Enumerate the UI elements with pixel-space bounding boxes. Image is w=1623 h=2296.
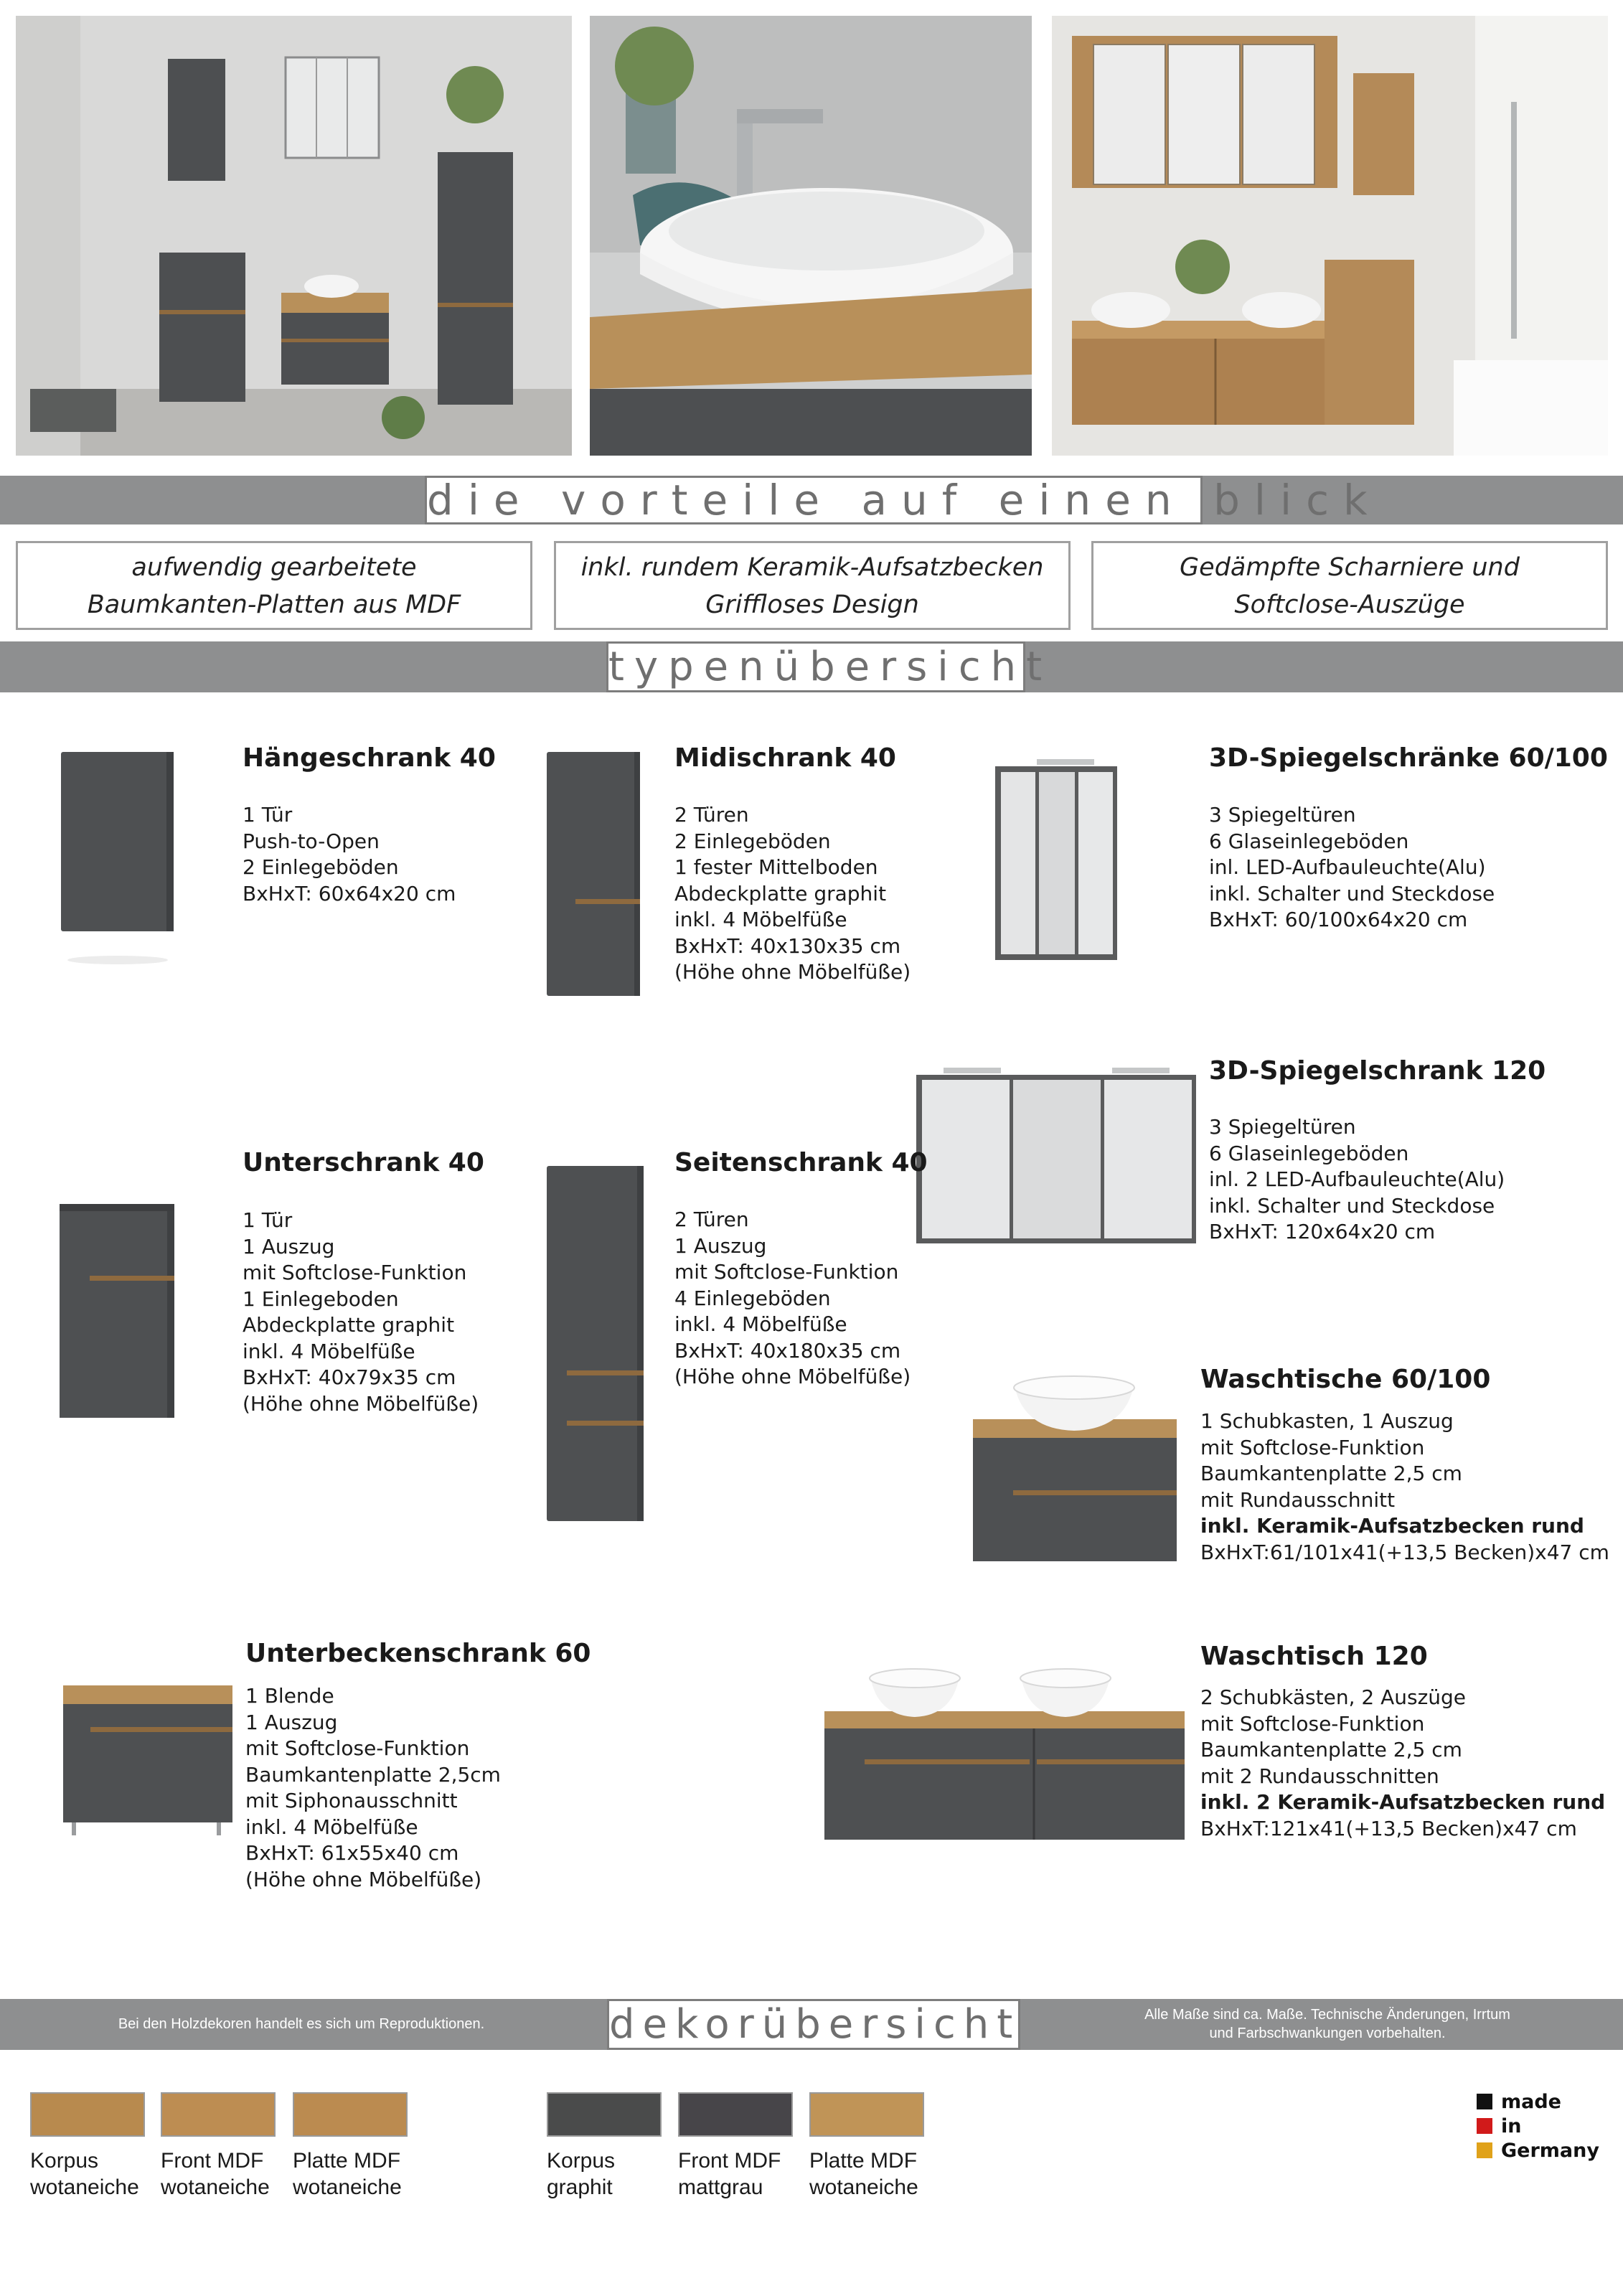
unterbeckenschrank-title: Unterbeckenschrank 60 [245,1639,591,1668]
badge-line: Germany [1501,2139,1599,2162]
waschtisch-120-specs [1200,1685,1605,1842]
spec-line: inkl. 4 Möbelfüße [243,1339,415,1363]
spec-line: inkl. Schalter und Steckdose [1209,1193,1495,1218]
spec-line: mit 2 Rundausschnitten [1200,1764,1439,1788]
spec-line: 1 Auszug [243,1234,335,1258]
spec-line: mit Softclose-Funktion [245,1736,470,1760]
spec-line: BxHxT:121x41(+13,5 Becken)x47 cm [1200,1816,1577,1840]
spec-line: Push-to-Open [243,829,380,853]
haengeschrank-title: Hängeschrank 40 [243,743,496,773]
spec-line: 1 Einlegeboden [243,1286,399,1311]
unterbeckenschrank-specs [245,1683,501,1893]
decor-label [547,2147,615,2201]
waschtisch-60-image [970,1378,1178,1564]
decor-label [161,2147,270,2201]
unterschrank-image [57,1204,176,1423]
spec-line: Abdeckplatte graphit [243,1313,455,1337]
spec-line: 3 Spiegeltüren [1209,1115,1356,1139]
advantage-line: inkl. rundem Keramik-Aufsatzbecken [580,553,1044,582]
decor-name: wotaneiche [30,2175,139,2199]
decor-label [293,2147,402,2201]
spec-line: 2 Türen [674,1208,749,1231]
advantage-box-ceramic [554,541,1071,630]
spec-line-bold: inkl. Keramik-Aufsatzbecken rund [1200,1514,1584,1538]
spec-line: 1 Tür [243,1208,293,1232]
decor-label [678,2147,781,2201]
decor-part: Korpus [30,2149,99,2173]
seitenschrank-specs [674,1207,911,1391]
decor-name: mattgrau [678,2175,763,2199]
flag-red-square-icon [1477,2118,1492,2134]
spiegelschrank-60-title: 3D-Spiegelschränke 60/100 [1209,743,1608,773]
spec-line: mit Softclose-Funktion [243,1261,467,1284]
decor-part: Korpus [547,2149,616,2173]
spiegelschrank-120-specs [1209,1114,1505,1246]
spec-line: inl. LED-Aufbauleuchte(Alu) [1209,855,1486,879]
spec-line: Abdeckplatte graphit [674,881,887,905]
section-title-advantages: die vorteile auf einen blick [425,476,1203,524]
spec-line: Baumkantenplatte 2,5cm [245,1762,501,1787]
section-title-decors: dekorübersicht [607,1999,1020,2050]
spec-line: Baumkantenplatte 2,5 cm [1200,1738,1462,1761]
flag-black-square-icon [1477,2094,1492,2109]
waschtisch-60-title: Waschtische 60/100 [1200,1365,1491,1394]
section-title-overview: typenübersicht [606,641,1025,692]
unterschrank-specs [243,1208,479,1417]
spiegelschrank-60-specs [1209,802,1495,933]
spec-line: inl. 2 LED-Aufbauleuchte(Alu) [1209,1167,1505,1191]
spec-line: (Höhe ohne Möbelfüße) [674,1365,911,1388]
spec-line: 3 Spiegeltüren [1209,803,1356,827]
disclaimer-line: und Farbschwankungen vorbehalten. [1209,2026,1446,2041]
spec-line: BxHxT: 40x79x35 cm [243,1365,456,1389]
spec-line: inkl. 4 Möbelfüße [674,1312,847,1336]
swatch-platte-wotaneiche [293,2092,408,2137]
reproduction-note: Bei den Holzdekoren handelt es sich um Reproduktionen. [118,2016,485,2032]
waschtisch-120-image [822,1668,1187,1844]
swatch-platte-wotaneiche-2 [809,2092,924,2137]
spec-line: (Höhe ohne Möbelfüße) [243,1391,479,1416]
washbasin-closeup-photo [590,16,1032,456]
waschtisch-120-title: Waschtisch 120 [1200,1642,1428,1671]
spec-line: BxHxT: 120x64x20 cm [1209,1220,1436,1243]
spec-line: 1 Auszug [245,1710,338,1734]
advantage-box-mdf [16,541,532,630]
spec-line: BxHxT: 60/100x64x20 cm [1209,908,1468,931]
spec-line: 1 Tür [243,803,293,827]
advantage-line: Softclose-Auszüge [1234,591,1465,619]
spec-line: (Höhe ohne Möbelfüße) [674,960,911,984]
spec-line: 2 Schubkästen, 2 Auszüge [1200,1685,1467,1709]
spec-line: mit Rundausschnitt [1200,1487,1396,1512]
spiegelschrank-120-image [915,1068,1198,1247]
decor-label [30,2147,139,2201]
decor-name: wotaneiche [161,2175,270,2199]
advantage-box-softclose [1091,541,1608,630]
advantage-line: Baumkanten-Platten aus MDF [87,591,461,619]
seitenschrank-image [545,1166,646,1525]
spec-line-bold: inkl. 2 Keramik-Aufsatzbecken rund [1200,1790,1606,1814]
spec-line: 1 Schubkasten, 1 Auszug [1200,1409,1454,1433]
spec-line: mit Softclose-Funktion [1200,1711,1425,1736]
haengeschrank-image [59,752,177,967]
decor-part: Front MDF [678,2149,781,2173]
badge-line: in [1501,2114,1522,2137]
unterbeckenschrank-image [62,1683,234,1840]
spec-line: inkl. Schalter und Steckdose [1209,881,1495,905]
spec-line: BxHxT: 60x64x20 cm [243,881,456,905]
disclaimer-note [1055,2005,1600,2043]
spec-line: 6 Glaseinlegeböden [1209,829,1409,853]
badge-line: made [1501,2090,1561,2113]
spec-line: 2 Einlegeböden [243,855,399,879]
swatch-front-wotaneiche [161,2092,276,2137]
unterschrank-title: Unterschrank 40 [243,1148,484,1177]
midischrank-image [545,752,642,999]
bathroom-photo-graphite-set [16,16,572,456]
spec-line: mit Siphonausschnitt [245,1789,458,1812]
spec-line: 1 fester Mittelboden [674,855,878,879]
spec-line: 4 Einlegeböden [674,1286,831,1310]
spec-line: (Höhe ohne Möbelfüße) [245,1867,482,1891]
midischrank-title: Midischrank 40 [674,743,896,773]
decor-label [809,2147,918,2201]
spec-line: 6 Glaseinlegeböden [1209,1141,1409,1165]
swatch-korpus-wotaneiche [30,2092,145,2137]
decor-part: Platte MDF [809,2149,918,2173]
flag-gold-square-icon [1477,2142,1492,2158]
spec-line: BxHxT:61/101x41(+13,5 Becken)x47 cm [1200,1540,1609,1564]
made-in-germany-badge [1477,2089,1599,2163]
spec-line: BxHxT: 40x180x35 cm [674,1338,901,1363]
haengeschrank-specs [243,802,456,907]
swatch-front-mattgrau [678,2092,793,2137]
spec-line: BxHxT: 40x130x35 cm [674,933,901,958]
spec-line: 2 Türen [674,803,749,827]
advantage-line: aufwendig gearbeitete [131,553,417,582]
spec-line: Baumkantenplatte 2,5 cm [1200,1462,1462,1485]
decor-name: wotaneiche [293,2175,402,2199]
spec-line: 1 Auszug [674,1233,767,1258]
decor-part: Platte MDF [293,2149,401,2173]
spiegelschrank-120-title: 3D-Spiegelschrank 120 [1209,1056,1546,1086]
midischrank-specs [674,802,911,986]
spiegelschrank-60-image [994,759,1119,964]
swatch-korpus-graphit [547,2092,662,2137]
spec-line: mit Softclose-Funktion [1200,1435,1425,1459]
advantage-line: Gedämpfte Scharniere und [1180,553,1520,582]
waschtisch-60-specs [1200,1408,1609,1566]
advantage-line: Griffloses Design [705,591,919,619]
disclaimer-line: Alle Maße sind ca. Maße. Technische Änderungen, Irrtum [1144,2007,1510,2023]
spec-line: 1 Blende [245,1684,334,1708]
bathroom-photo-oak-set [1052,16,1608,456]
decor-name: wotaneiche [809,2175,918,2199]
spec-line: inkl. 4 Möbelfüße [245,1815,418,1839]
spec-line: mit Softclose-Funktion [674,1260,899,1284]
spec-line: 2 Einlegeböden [674,829,831,853]
decor-name: graphit [547,2175,613,2199]
spec-line: inkl. 4 Möbelfüße [674,908,847,931]
spec-line: BxHxT: 61x55x40 cm [245,1841,459,1865]
decor-part: Front MDF [161,2149,264,2173]
seitenschrank-title: Seitenschrank 40 [674,1148,928,1177]
